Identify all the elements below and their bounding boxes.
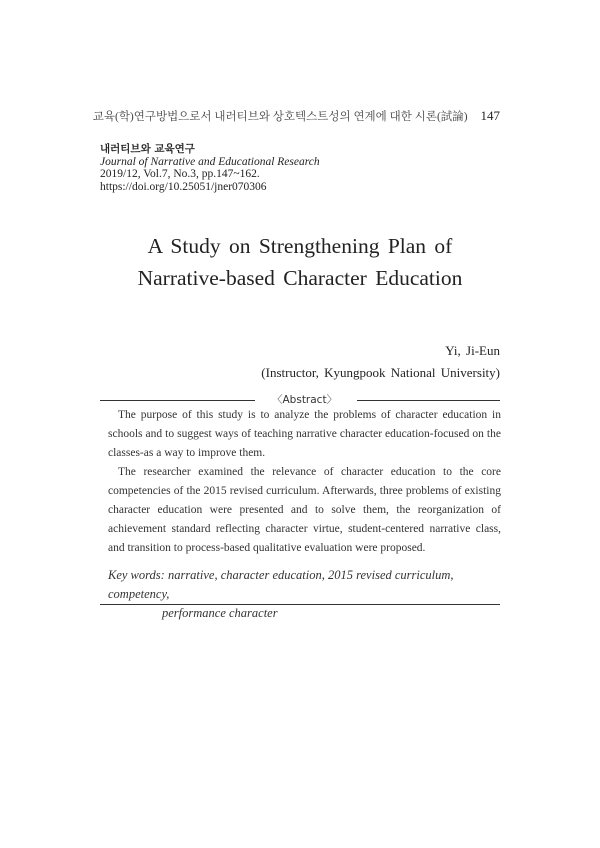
abstract-paragraph-1: The purpose of this study is to analyze the problems of character education in schools and to suggest ways of teaching narrative character education-focused on the classes-as a way to improve them. bbox=[108, 409, 501, 459]
journal-korean-name: 내러티브와 교육연구 bbox=[100, 143, 195, 155]
abstract-label: 〈Abstract〉 bbox=[272, 394, 338, 406]
abstract-body bbox=[108, 406, 501, 558]
paper-title bbox=[0, 230, 600, 294]
author-name: Yi, Ji-Eun bbox=[445, 343, 500, 358]
journal-info bbox=[100, 143, 320, 193]
page-number: 147 bbox=[480, 108, 500, 123]
running-header bbox=[93, 108, 500, 124]
journal-english-name: Journal of Narrative and Educational Research bbox=[100, 155, 320, 168]
paper-title-line1: A Study on Strengthening Plan of bbox=[147, 234, 453, 258]
abstract-paragraph-2: The researcher examined the relevance of character education to the core competencies of the 2015 revised curriculum. Afterwards, three problems of existing character education were presented and to solve them, the reorganization of achievement standard reflecting character virtue, student-centered narrative class, and transition to process-based qualitative evaluation were proposed. bbox=[108, 466, 501, 554]
keywords bbox=[108, 566, 508, 623]
author-affiliation: (Instructor, Kyungpook National University) bbox=[261, 365, 500, 380]
journal-doi: https://doi.org/10.25051/jner070306 bbox=[100, 180, 267, 193]
abstract-divider-right bbox=[357, 400, 500, 401]
abstract-bottom-rule bbox=[100, 604, 500, 605]
keywords-line1: narrative, character education, 2015 revised curriculum, competency, bbox=[108, 568, 454, 601]
running-title: 교육(학)연구방법으로서 내러티브와 상호텍스트성의 연계에 대한 시론(試論) bbox=[92, 111, 468, 123]
paper-title-line2: Narrative-based Character Education bbox=[137, 266, 463, 290]
abstract-divider-left bbox=[100, 400, 255, 401]
keywords-line2: performance character bbox=[162, 606, 278, 620]
journal-citation: 2019/12, Vol.7, No.3, pp.147~162. bbox=[100, 168, 260, 180]
keywords-label: Key words: bbox=[108, 568, 165, 582]
author-block bbox=[261, 340, 500, 384]
